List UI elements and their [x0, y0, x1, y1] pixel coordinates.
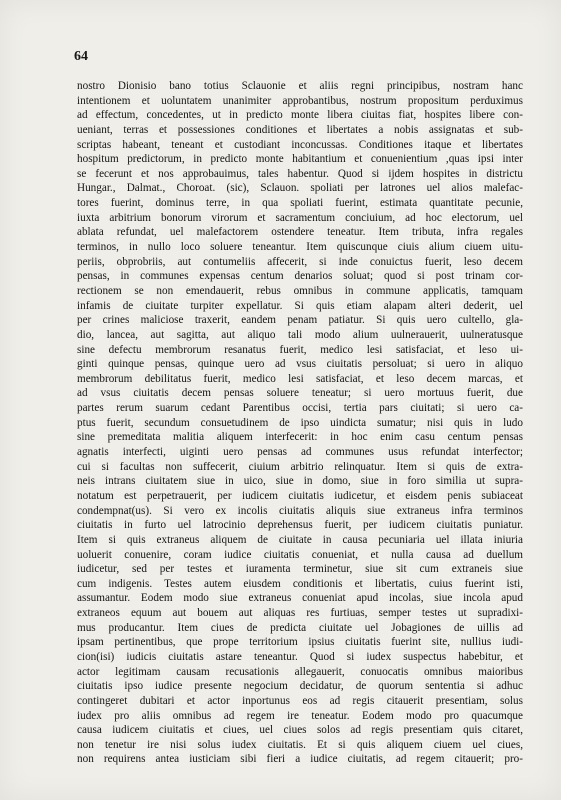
text-line: contingeret dubitari et actor inportunus eos ad regis citauerit presentiam, solus: [77, 694, 523, 707]
text-line: intentionem et uoluntatem unanimiter approbantibus, nostrum propositum perduximus: [77, 94, 523, 107]
text-line: cion(isi) iudicis ciuitatis astare teneantur. Quod si iudex suspectus habebitur, et: [77, 650, 523, 663]
text-line: se fecerunt et nos approbauimus, tales habentur. Quod si ijdem hospites in districtu: [77, 167, 523, 180]
text-line: agnatis interfecti, uiginti uero pensas ad communes usus refundat interfector;: [77, 446, 523, 459]
text-line: tores fuerint, dominus terre, in qua spoliati fuerint, estimata quantitate pecunie,: [77, 197, 523, 210]
text-line: ad vsus ciuitatis decem pensas soluere teneatur; si uero mortuus fuerit, due: [77, 387, 523, 400]
text-line: terminos, in nullo loco soluere teneantur. Item quiscunque ciuis alium ciuem uitu-: [77, 241, 523, 254]
text-line: nostro Dionisio bano totius Sclauonie et aliis regni principibus, nostram hanc: [77, 80, 523, 92]
text-line: cui si facultas non suffecerit, ciuium arbitrio relinquatur. Item si quis de extra-: [77, 460, 523, 473]
text-line: partes rerum suarum cedant Parentibus occisi, tertia pars ciuitati; si uero ca-: [77, 402, 523, 415]
text-line: notatum est perpetrauerit, per iudicem ciuitatis iudicetur, et eisdem penis subiaceat: [77, 489, 523, 502]
text-line: hospitum predictorum, in predicto monte habitantium et conuenientium ,quas ipsi inter: [77, 153, 523, 166]
text-line: infamis de ciuitate turpiter expellatur. Si quis etiam alapam alteri dederit, uel: [77, 299, 523, 312]
text-line: uoluerit conuenire, coram iudice ciuitatis conueniat, et nulla causa ad duellum: [77, 548, 523, 561]
text-line: rectionem se non emendauerit, rebus omnibus in commune applicatis, tamquam: [77, 284, 523, 297]
text-line: sine premeditata malitia aliquem interfecerit: in hoc enim casu centum pensas: [77, 431, 523, 444]
text-line: scriptas habeant, teneant et custodiant inconcussas. Conditiones itaque et libertates: [77, 138, 523, 151]
body-text: [77, 79, 523, 767]
text-line: condempnat(us). Si vero ex incolis ciuitatis aliquis siue extraneus infra terminos: [77, 504, 523, 517]
text-line: extraneos equum aut bouem aut aliquas res furtiuas, semper testes ut supradixi-: [77, 607, 523, 620]
text-line: iudicetur, sed per testes et iuramenta terminetur, siue sit cum extraneis siue: [77, 563, 523, 576]
text-line: neis intrans ciuitatem siue in uico, siue in domo, siue in foro similia ut supra-: [77, 475, 523, 488]
text-line: mus producantur. Item ciues de predicta ciuitate uel Jobagiones de uillis ad: [77, 621, 523, 634]
text-line: ueniant, terras et possessiones conditiones et libertates a nobis assignatas et sub-: [77, 123, 523, 136]
text-line: assumantur. Eodem modo siue extraneus conueniat apud incolas, siue incola apud: [77, 592, 523, 605]
text-line: ablata refundat, uel malefactorem ostendere teneatur. Item tributa, infra regales: [77, 226, 523, 239]
text-line: cum indigenis. Testes autem eiusdem conditionis et libertatis, cuius fuerint isti,: [77, 577, 523, 590]
text-line: iuxta arbitrium bonorum virorum et sacramentum conciuium, ad hoc electorum, uel: [77, 211, 523, 224]
text-line: non requirens antea iusticiam sibi fieri a iudice ciuitatis, ad regem citauerit; pro-: [77, 753, 523, 766]
text-line: per crines maliciose traxerit, eandem penam patiatur. Si quis uero cultello, gla-: [77, 314, 523, 327]
text-line: non tenetur ire nisi solus iudex ciuitatis. Et si quis aliquem ciuem uel ciues,: [77, 738, 523, 751]
text-line: actor legitimam causam recusationis allegauerit, conuocatis omnibus maioribus: [77, 665, 523, 678]
text-line: causa iudicem ciuitatis et ciues, uel ciues solos ad regis presentiam quis citaret,: [77, 724, 523, 737]
text-line: ad effectum, concedentes, ut in predicto monte libera ciuitas fiat, hospites libere con-: [77, 109, 523, 122]
text-line: Item si quis extraneus aliquem de ciuitate in causa pecuniaria uel illata iniuria: [77, 533, 523, 546]
text-line: ptus fuerit, secundum consuetudinem de ipso uindicta sumatur; nisi quis in ludo: [77, 416, 523, 429]
text-line: pensas, in communes expensas centum denarios soluat; quod si post trinam cor-: [77, 270, 523, 283]
page-number: 64: [74, 49, 88, 64]
text-line: ciuitatis ipso iudice presente negocium decidatur, de quorum sententia si adhuc: [77, 680, 523, 693]
text-line: ginti quinque pensas, quinque uero ad vsus ciuitatis persoluat; si uero in aliquo: [77, 358, 523, 371]
text-line: ciuitatis in furto uel latrocinio deprehensus fuerit, per iudicem ciuitatis puniatur.: [77, 519, 523, 532]
text-line: periis, obprobriis, aut contumeliis affecerit, si inde conuictus fuerit, leso decem: [77, 255, 523, 268]
text-line: dio, lancea, aut sagitta, aut aliquo tali modo alium uulnerauerit, uulneratusque: [77, 328, 523, 341]
text-line: sine defectu membrorum resanatus fuerit, medico lesi satisfaciat, et leso ui-: [77, 343, 523, 356]
text-line: membrorum debilitatus fuerit, medico lesi satisfaciat, et leso decem marcas, et: [77, 372, 523, 385]
text-line: iudex pro aliis omnibus ad regem ire teneatur. Eodem modo pro quacumque: [77, 709, 523, 722]
text-line: ipsam pertinentibus, que prope territorium ipsius ciuitatis fuerint site, nullius iudi-: [77, 636, 523, 649]
text-line: Hungar., Dalmat., Choroat. (sic), Sclauon. spoliati per latrones uel alios malefac-: [77, 182, 523, 195]
